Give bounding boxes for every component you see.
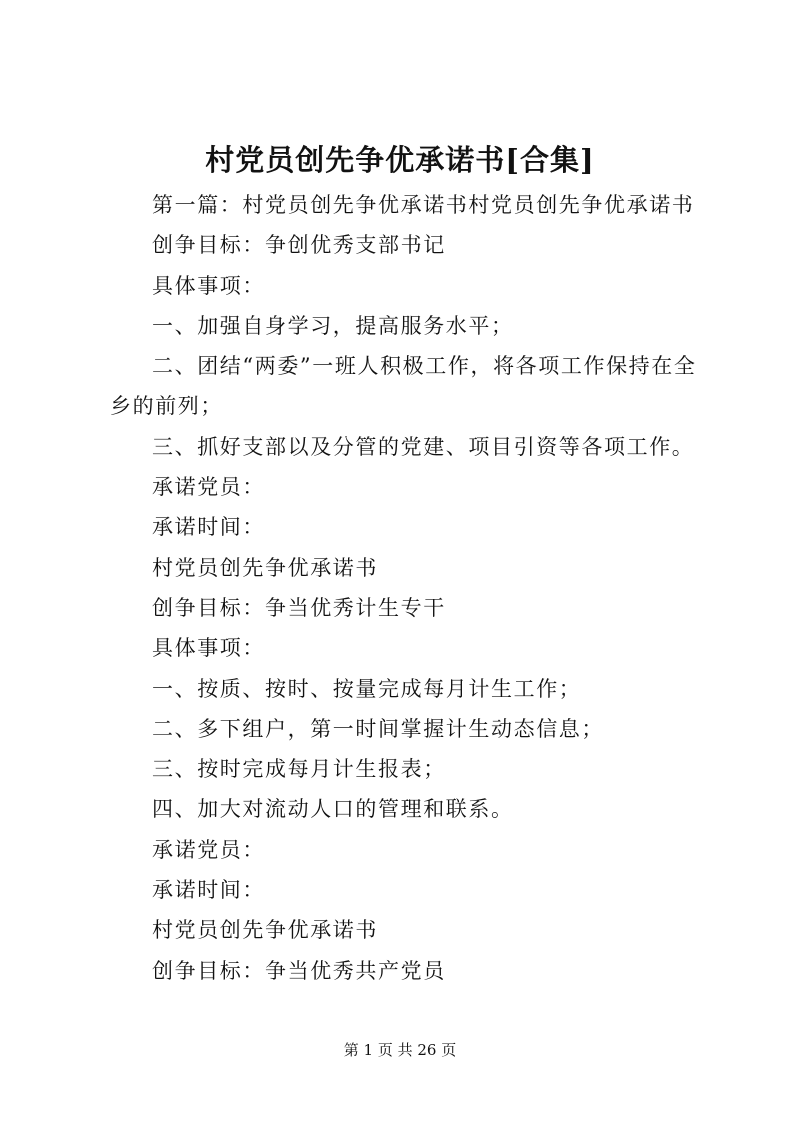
paragraph: 二、多下组户，第一时间掌握计生动态信息； (152, 716, 604, 741)
paragraph: 创争目标：争创优秀支部书记 (152, 233, 446, 258)
paragraph: 二、团结“两委”一班人积极工作，将各项工作保持在全乡的前列； (110, 354, 697, 419)
paragraph: 三、抓好支部以及分管的党建、项目引资等各项工作。 (152, 434, 695, 459)
paragraph: 承诺党员： (152, 837, 265, 862)
paragraph: 承诺时间： (152, 515, 265, 540)
paragraph: 具体事项： (152, 636, 265, 661)
paragraph: 承诺党员： (152, 475, 265, 500)
paragraph: 村党员创先争优承诺书 (152, 918, 378, 943)
document-title: 村党员创先争优承诺书[合集] (205, 143, 595, 177)
paragraph: 具体事项： (152, 273, 265, 298)
page-number-footer: 第 1 页 共 26 页 (343, 1041, 457, 1059)
document-body (110, 185, 700, 991)
paragraph: 一、加强自身学习，提高服务水平； (152, 313, 514, 338)
paragraph: 一、按质、按时、按量完成每月计生工作； (152, 676, 582, 701)
paragraph: 村党员创先争优承诺书 (152, 555, 378, 580)
paragraph: 承诺时间： (152, 878, 265, 903)
paragraph: 第一篇：村党员创先争优承诺书村党员创先争优承诺书 (152, 193, 695, 217)
paragraph: 创争目标：争当优秀共产党员 (152, 958, 446, 983)
paragraph: 四、加大对流动人口的管理和联系。 (152, 797, 514, 822)
paragraph: 三、按时完成每月计生报表； (152, 757, 446, 782)
paragraph: 创争目标：争当优秀计生专干 (152, 595, 446, 620)
